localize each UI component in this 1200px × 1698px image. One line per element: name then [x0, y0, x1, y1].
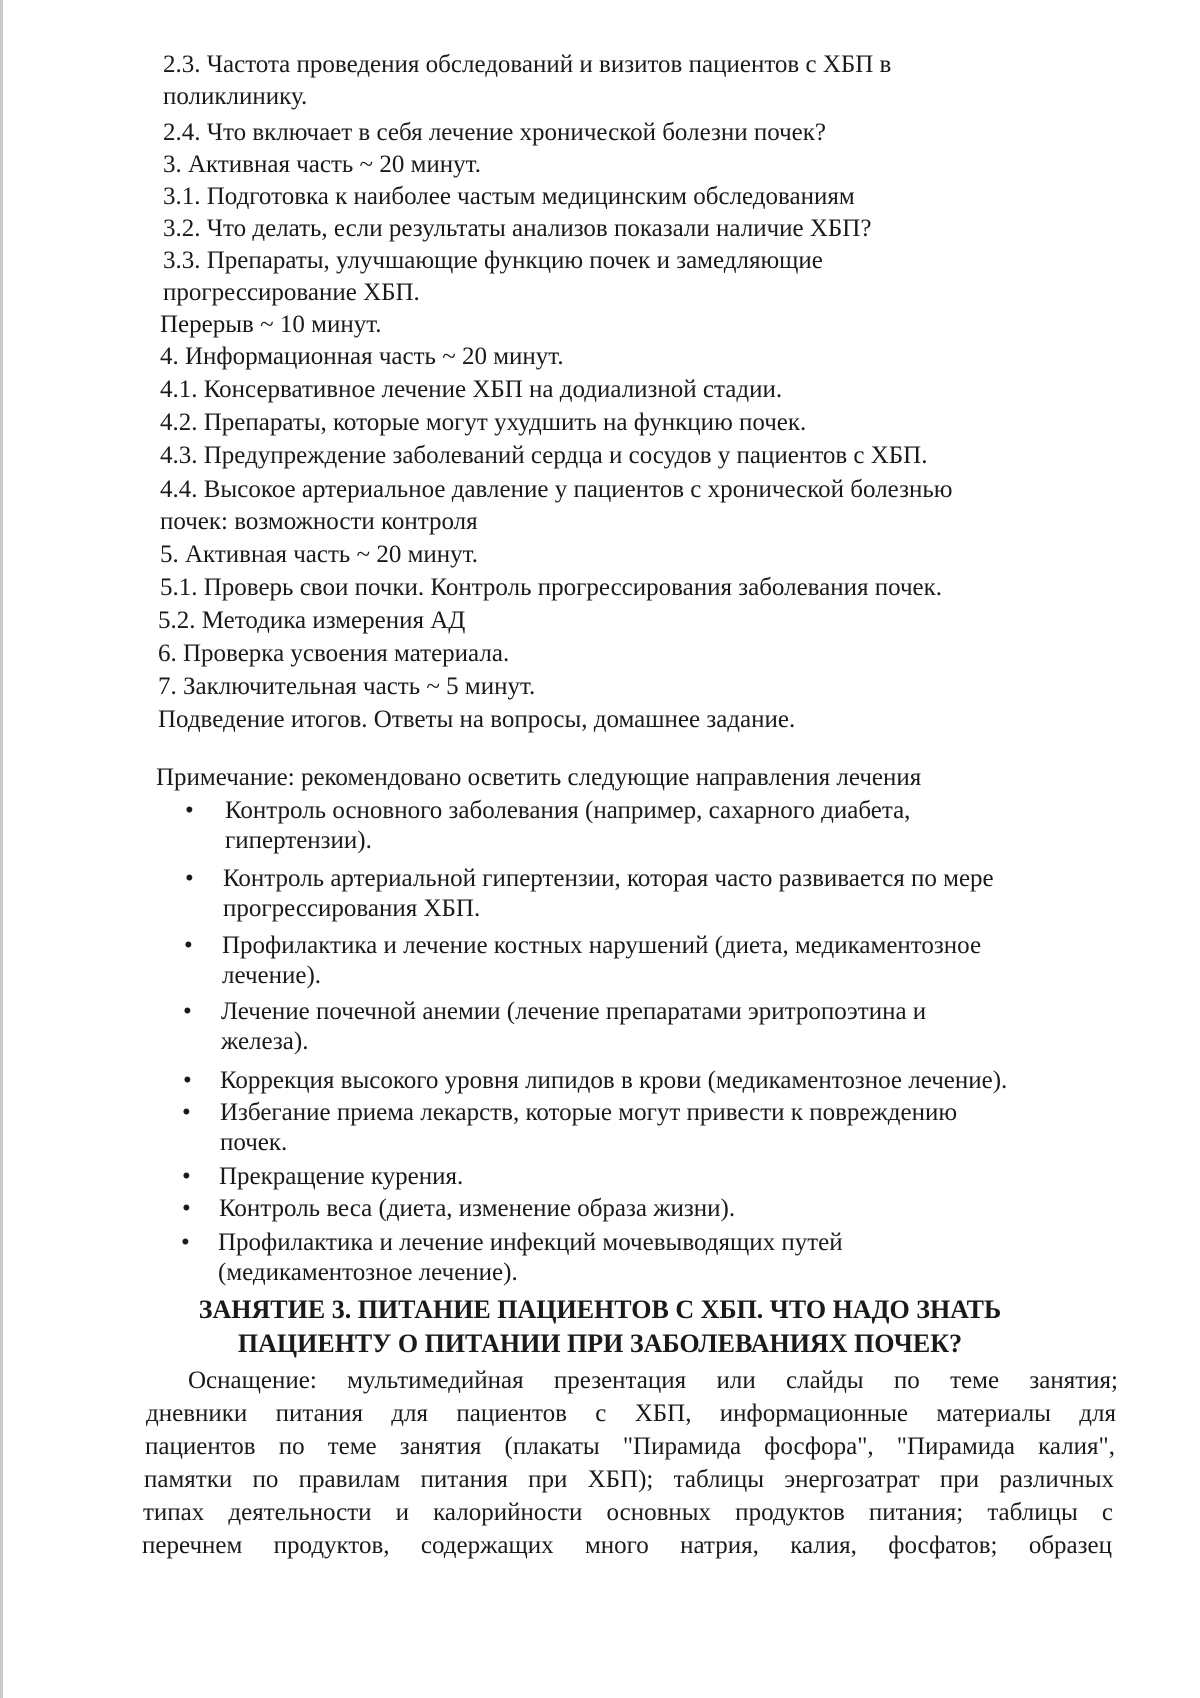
list-item-text: Коррекция высокого уровня липидов в крови (медикаментозное лечение). — [220, 1067, 1008, 1094]
list-item-text: Контроль артериальной гипертензии, которая часто развивается по мере — [223, 865, 994, 892]
paragraph-line: дневники питания для пациентов с ХБП, информационные материалы для — [146, 1400, 1116, 1427]
list-item-text: Контроль основного заболевания (например, сахарного диабета, — [225, 797, 911, 824]
plan-line: 4.4. Высокое артериальное давление у пациентов с хронической болезнью — [160, 476, 953, 503]
paragraph-line: перечнем продуктов, содержащих много натрия, калия, фосфатов; образец — [142, 1532, 1112, 1559]
list-item-text: Избегание приема лекарств, которые могут привести к повреждению — [220, 1099, 957, 1126]
plan-line: 5. Активная часть ~ 20 минут. — [160, 541, 478, 568]
plan-line: 7. Заключительная часть ~ 5 минут. — [158, 673, 536, 700]
paragraph-line: типах деятельности и калорийности основных продуктов питания; таблицы с — [143, 1499, 1113, 1526]
list-item-text: Лечение почечной анемии (лечение препаратами эритропоэтина и — [221, 998, 927, 1025]
plan-line: 2.4. Что включает в себя лечение хронической болезни почек? — [163, 119, 827, 146]
bullet-icon: • — [185, 865, 194, 892]
bullet-icon: • — [185, 797, 194, 824]
plan-line: 5.2. Методика измерения АД — [158, 607, 466, 634]
plan-line: 3. Активная часть ~ 20 минут. — [163, 151, 481, 178]
paragraph-line: памятки по правилам питания при ХБП); таблицы энергозатрат при различных — [144, 1466, 1114, 1493]
plan-line: 3.1. Подготовка к наиболее частым медицинским обследованиям — [163, 183, 855, 210]
plan-line: почек: возможности контроля — [160, 508, 478, 535]
plan-line: 5.1. Проверь свои почки. Контроль прогрессирования заболевания почек. — [160, 574, 943, 601]
plan-line: 4.1. Консервативное лечение ХБП на додиализной стадии. — [160, 376, 783, 403]
bullet-icon: • — [183, 1067, 192, 1094]
paragraph-line: пациентов по теме занятия (плакаты "Пирамида фосфора", "Пирамида калия", — [145, 1433, 1115, 1460]
plan-line: 3.3. Препараты, улучшающие функцию почек и замедляющие — [163, 247, 823, 274]
plan-line: 4.2. Препараты, которые могут ухудшить на функцию почек. — [160, 409, 807, 436]
plan-line: 4.3. Предупреждение заболеваний сердца и сосудов у пациентов с ХБП. — [160, 442, 928, 469]
list-item-text: Профилактика и лечение костных нарушений (диета, медикаментозное — [222, 932, 982, 959]
plan-line: Подведение итогов. Ответы на вопросы, домашнее задание. — [158, 706, 796, 733]
plan-line: 2.3. Частота проведения обследований и визитов пациентов с ХБП в — [163, 51, 892, 78]
scan-edge — [0, 0, 3, 1698]
plan-line: 3.2. Что делать, если результаты анализов показали наличие ХБП? — [163, 215, 872, 242]
bullet-icon: • — [184, 932, 193, 959]
paragraph-line: Оснащение: мультимедийная презентация или слайды по теме занятия; — [188, 1367, 1118, 1394]
plan-line: 6. Проверка усвоения материала. — [158, 640, 510, 667]
bullet-icon: • — [182, 1163, 191, 1190]
lesson-title: ПАЦИЕНТУ О ПИТАНИИ ПРИ ЗАБОЛЕВАНИЯХ ПОЧЕК? — [237, 1329, 963, 1358]
lesson-title: ЗАНЯТИЕ 3. ПИТАНИЕ ПАЦИЕНТОВ С ХБП. ЧТО НАДО ЗНАТЬ — [198, 1295, 1002, 1324]
bullet-icon: • — [182, 1195, 191, 1222]
list-item-text: гипертензии). — [225, 827, 372, 854]
list-item-text: Профилактика и лечение инфекций мочевыводящих путей — [218, 1229, 843, 1256]
list-item-text: Контроль веса (диета, изменение образа жизни). — [219, 1195, 736, 1222]
plan-line: прогрессирование ХБП. — [163, 279, 420, 306]
list-item-text: (медикаментозное лечение). — [218, 1259, 518, 1286]
bullet-icon: • — [181, 1229, 190, 1256]
plan-line: 4. Информационная часть ~ 20 минут. — [160, 343, 564, 370]
list-item-text: железа). — [221, 1028, 309, 1055]
note-intro: Примечание: рекомендовано осветить следующие направления лечения — [156, 764, 922, 791]
plan-line: Перерыв ~ 10 минут. — [160, 311, 382, 338]
bullet-icon: • — [183, 998, 192, 1025]
plan-line: поликлинику. — [163, 83, 308, 110]
list-item-text: лечение). — [222, 962, 322, 989]
list-item-text: Прекращение курения. — [219, 1163, 464, 1190]
bullet-icon: • — [182, 1099, 191, 1126]
list-item-text: прогрессирования ХБП. — [223, 895, 481, 922]
list-item-text: почек. — [220, 1129, 288, 1156]
